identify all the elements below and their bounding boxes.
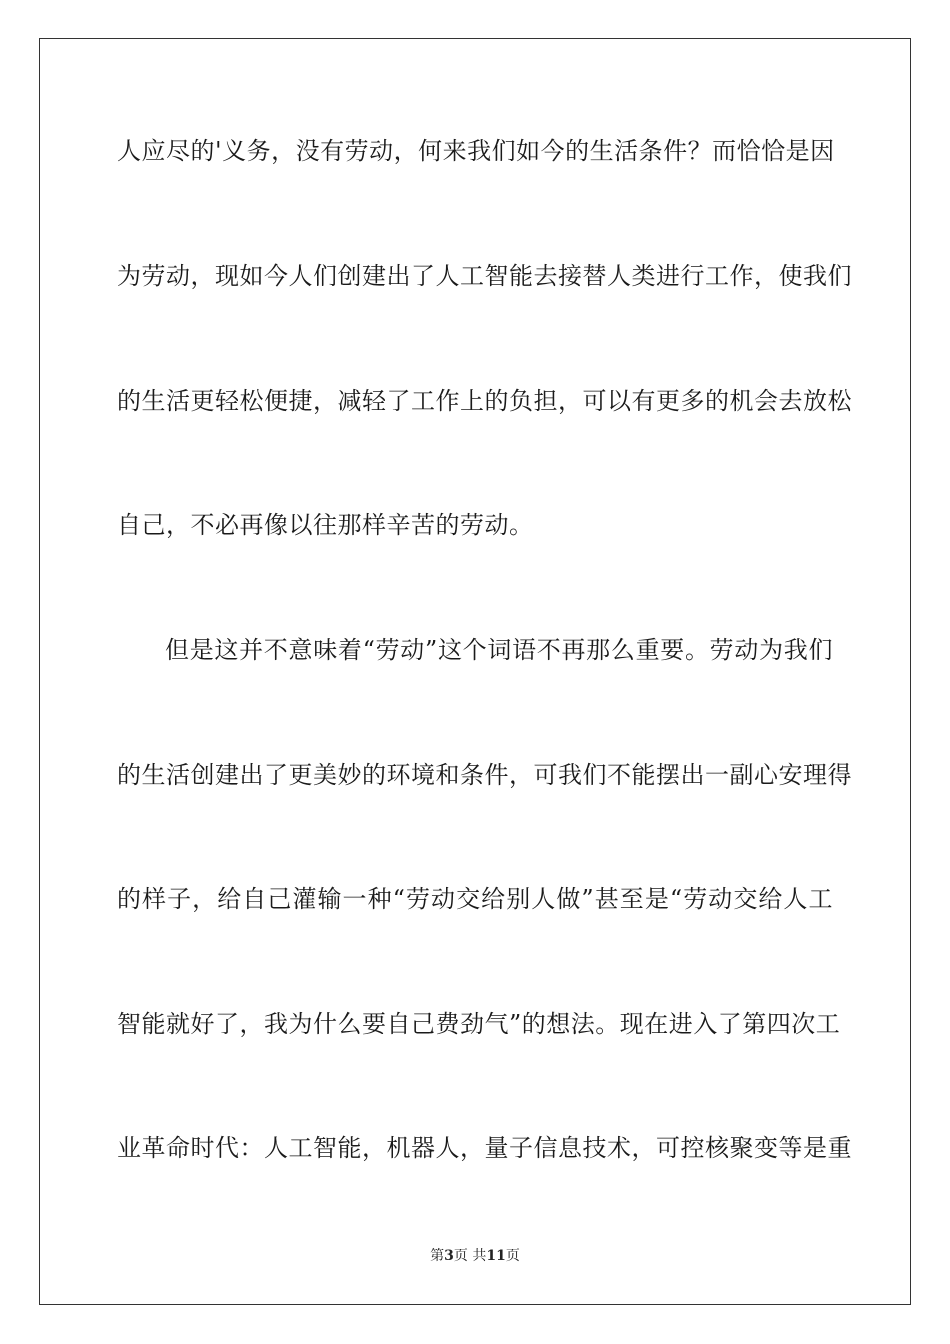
page-total: 11 [486,1248,506,1264]
page-mid: 页 共 [453,1248,487,1264]
body-text-line: 的样子，给自己灌输一种“劳动交给别人做”甚至是“劳动交给人工 [117,885,833,913]
body-text-line: 人应尽的'义务，没有劳动，何来我们如今的生活条件？而恰恰是因 [117,137,835,165]
body-text-line: 自己，不必再像以往那样辛苦的劳动。 [117,511,534,539]
body-text-line: 的生活更轻松便捷，减轻了工作上的负担，可以有更多的机会去放松 [117,387,852,415]
paragraph-first-line: 但是这并不意味着“劳动”这个词语不再那么重要。劳动为我们 [165,636,833,664]
page-footer [0,1247,950,1265]
body-text-line: 智能就好了，我为什么要自己费劲气”的想法。现在进入了第四次工 [117,1010,841,1038]
body-text-line: 为劳动，现如今人们创建出了人工智能去接替人类进行工作，使我们 [117,262,852,290]
page-border [39,38,911,1305]
page-prefix: 第 [430,1248,445,1264]
body-text-line: 的生活创建出了更美妙的环境和条件，可我们不能摆出一副心安理得 [117,761,852,789]
page-suffix: 页 [505,1248,520,1264]
body-text-line: 业革命时代：人工智能，机器人，量子信息技术，可控核聚变等是重 [117,1134,852,1162]
page-current: 3 [444,1248,454,1264]
